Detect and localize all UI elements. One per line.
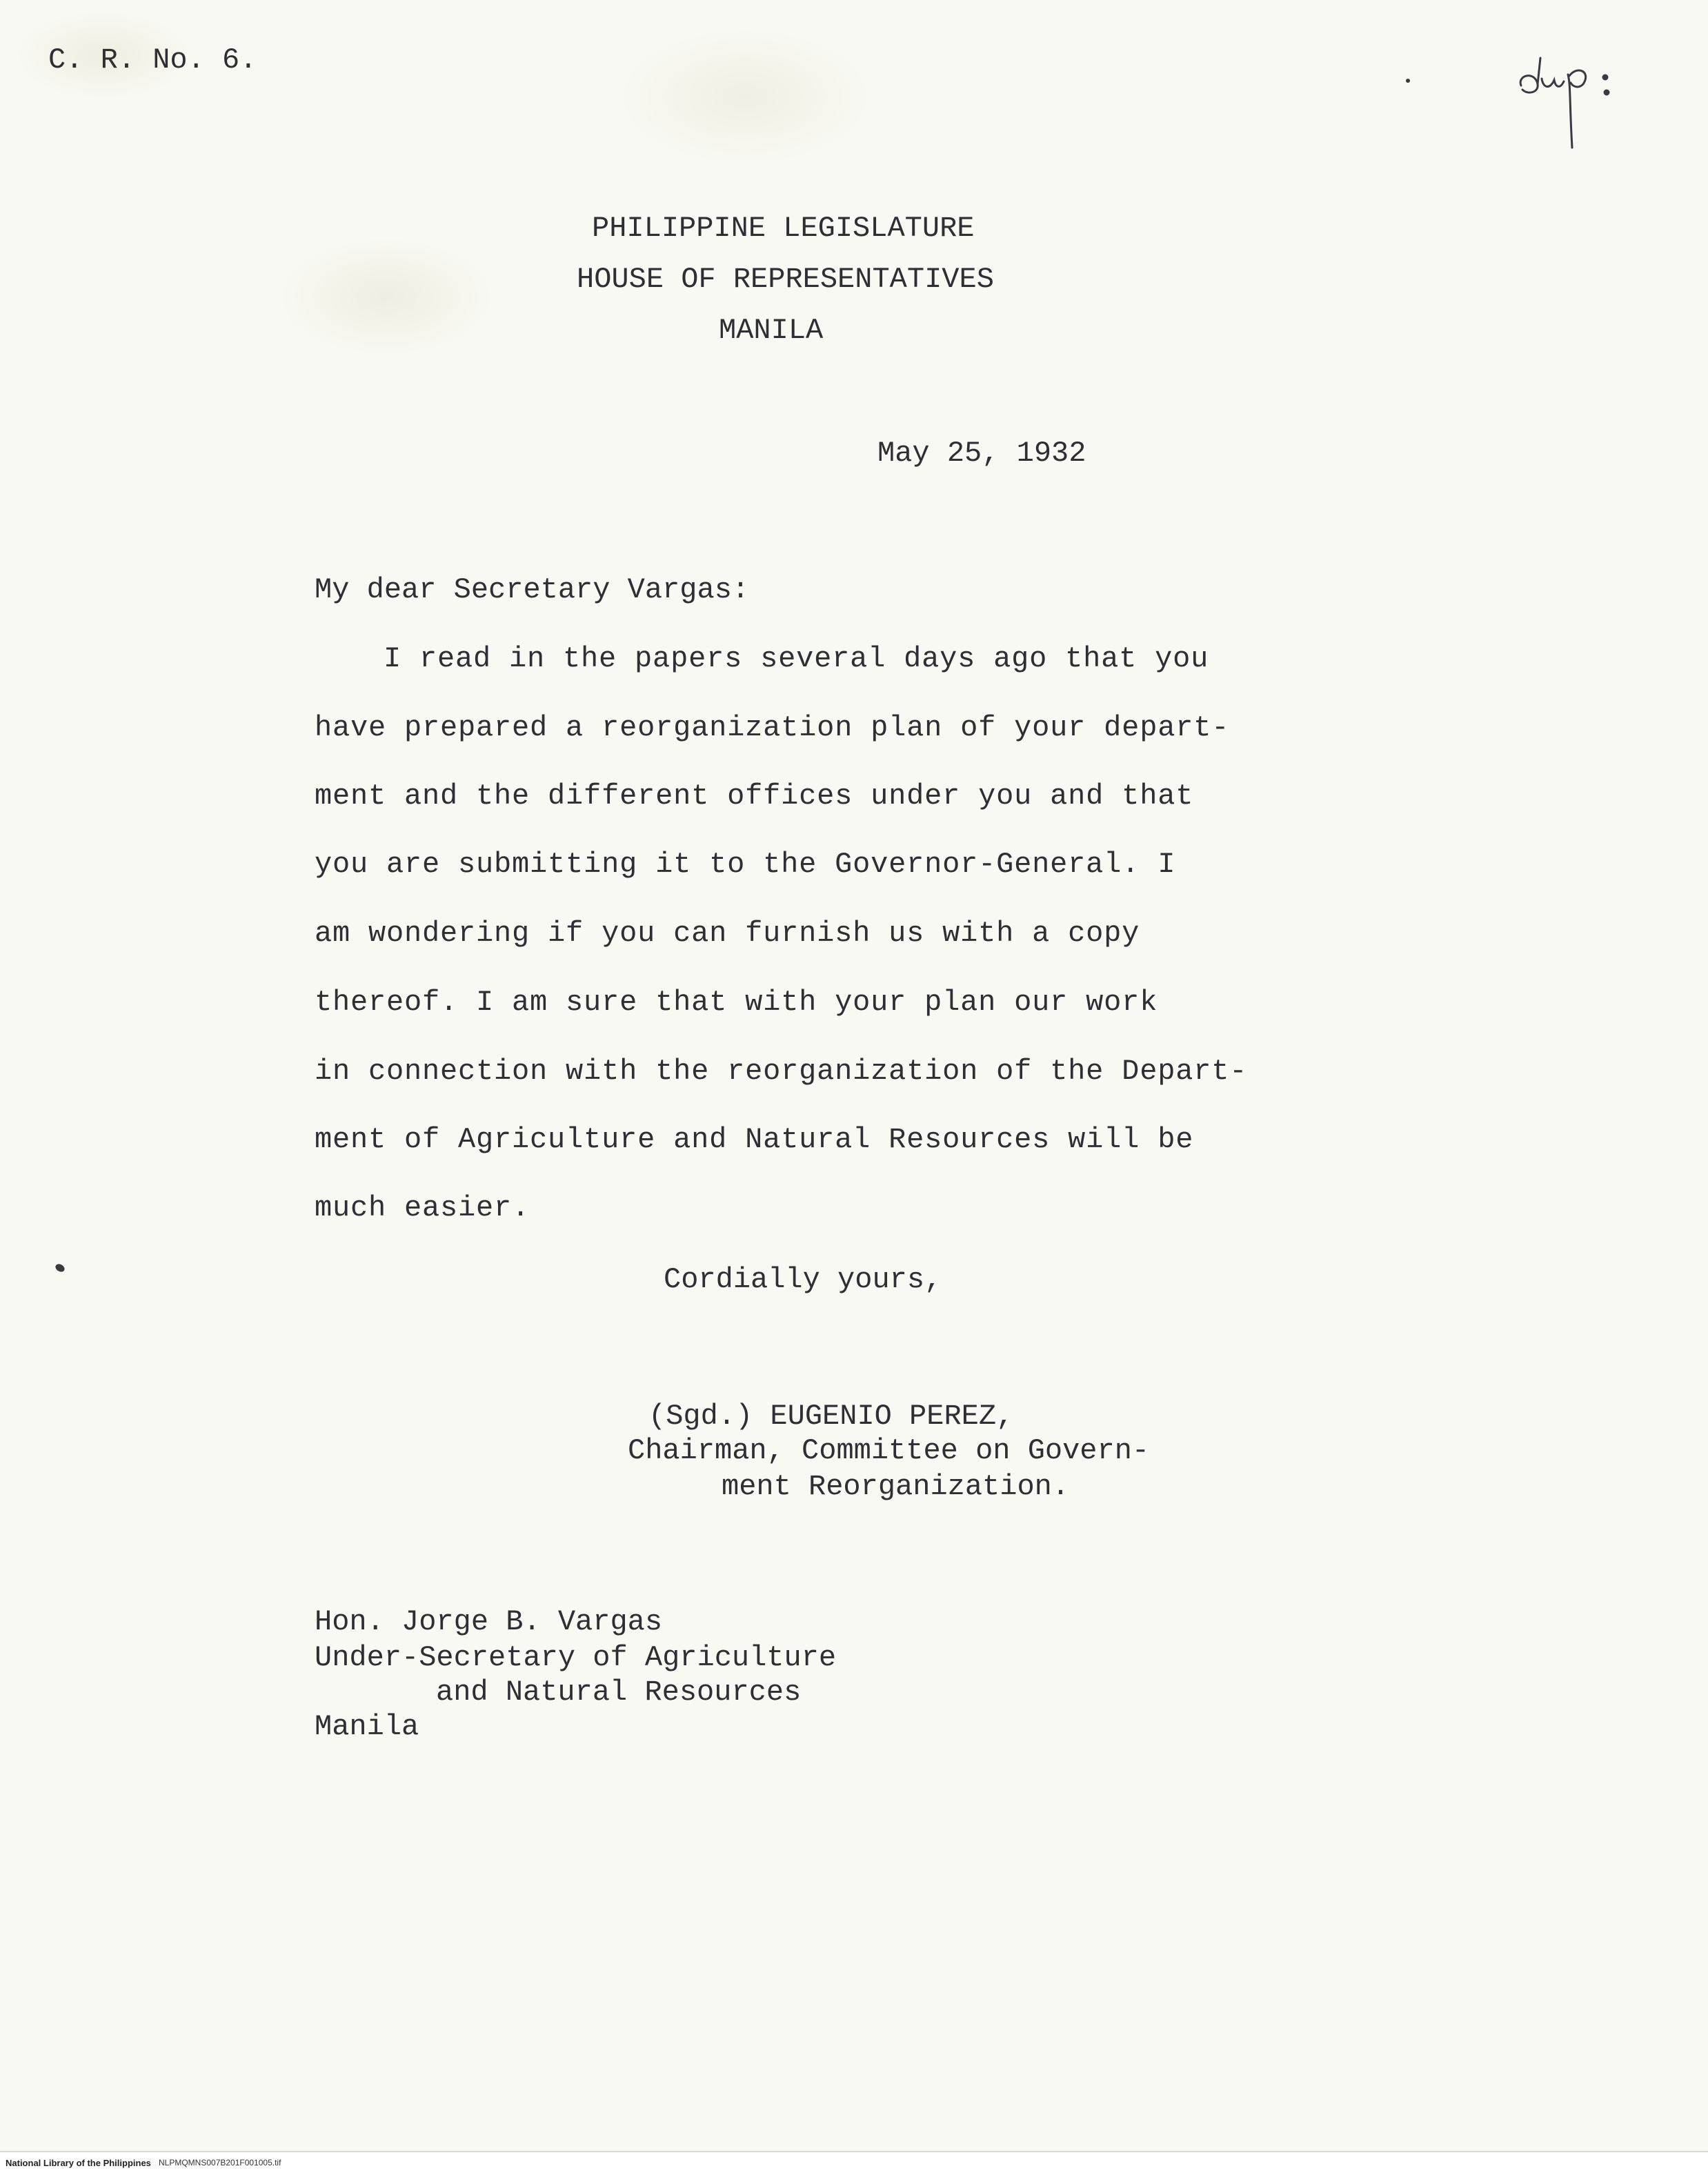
signature-line: (Sgd.) EUGENIO PEREZ, (648, 1400, 1014, 1433)
letterhead-line: PHILIPPINE LEGISLATURE (592, 212, 975, 245)
signature-line: Chairman, Committee on Govern- (628, 1434, 1150, 1467)
handwritten-annotation (1514, 44, 1635, 155)
addressee-line: Manila (315, 1710, 419, 1743)
body-line: have prepared a reorganization plan of your depart- (315, 711, 1230, 744)
body-line: ment of Agriculture and Natural Resources will be (315, 1123, 1194, 1156)
footer-institution: National Library of the Philippines (6, 2158, 151, 2168)
letter-date: May 25, 1932 (877, 437, 1086, 470)
footer-file-id: NLPMQMNS007B201F001005.tif (159, 2158, 281, 2167)
addressee-line: Under-Secretary of Agriculture (315, 1641, 837, 1674)
reference-number: C. R. No. 6. (48, 43, 257, 77)
body-line: I read in the papers several days ago that you (384, 642, 1209, 675)
body-line: you are submitting it to the Governor-General. I (315, 848, 1176, 881)
closing: Cordially yours, (664, 1263, 942, 1296)
letterhead-line: MANILA (719, 314, 824, 347)
speck-mark (1406, 79, 1410, 83)
body-line: in connection with the reorganization of the Depart- (315, 1055, 1248, 1088)
salutation: My dear Secretary Vargas: (315, 573, 750, 606)
signature-line: ment Reorganization. (722, 1470, 1070, 1503)
letterhead-line: HOUSE OF REPRESENTATIVES (577, 263, 994, 296)
body-line: thereof. I am sure that with your plan our work (315, 986, 1158, 1019)
speck-mark (54, 1262, 66, 1273)
body-line: am wondering if you can furnish us with a copy (315, 917, 1140, 950)
addressee-line: and Natural Resources (436, 1676, 802, 1709)
body-line: much easier. (315, 1191, 530, 1224)
addressee-line: Hon. Jorge B. Vargas (315, 1605, 663, 1638)
body-line: ment and the different offices under you and that (315, 780, 1194, 813)
